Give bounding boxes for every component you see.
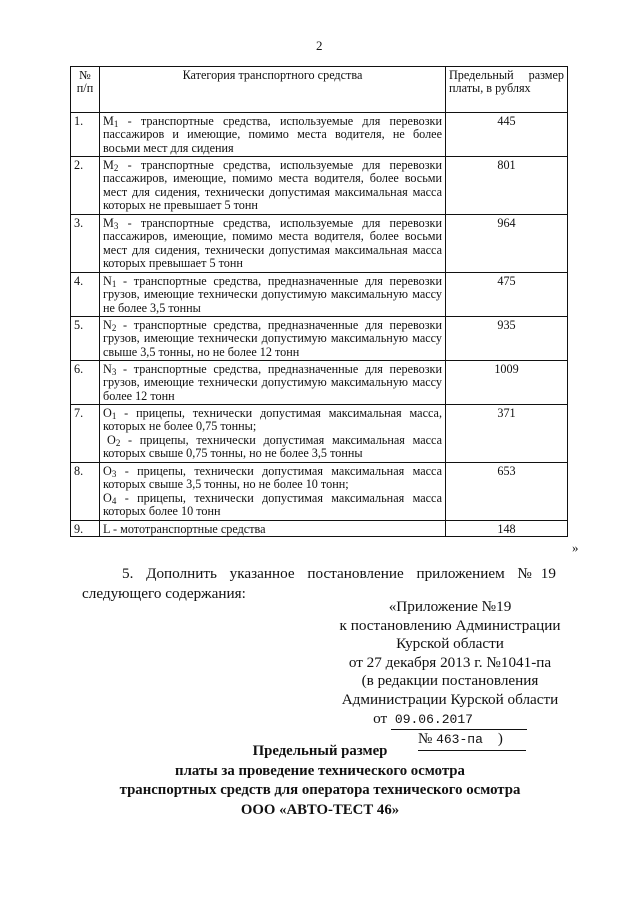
row-category: [100, 405, 446, 463]
table-row: [71, 273, 568, 317]
number-prefix: №: [418, 731, 433, 748]
category-code: O: [103, 490, 112, 505]
row-fee: 475: [446, 273, 568, 317]
category-line: [103, 465, 442, 492]
date-value: 09.06.2017: [391, 711, 527, 731]
category-index: 2: [115, 437, 121, 448]
category-text: - прицепы, технически допустимая максимальная масса которых более 10 тонн: [103, 490, 442, 519]
category-index: 3: [113, 221, 119, 231]
amendment-paragraph: 5. Дополнить указанное постановление приложением №19 следующего содержания:: [82, 565, 556, 602]
category-code: M: [103, 114, 114, 128]
row-category: [100, 521, 446, 537]
row-number: 5.: [71, 317, 100, 361]
category-text: - прицепы, технически допустимая максимальная масса которых свыше 0,75 тонны, но не более 3,5 тонны: [103, 432, 442, 461]
category-code: O: [103, 406, 112, 420]
page-number: 2: [316, 38, 323, 53]
row-category: [100, 157, 446, 215]
category-code: N: [103, 274, 112, 288]
category-index: 1: [111, 279, 117, 289]
appendix-line: Курской области: [396, 635, 504, 653]
category-line: [103, 434, 442, 461]
fee-table: [70, 66, 568, 537]
category-code: O: [107, 432, 116, 447]
category-index: 1: [113, 119, 119, 129]
document-heading: [0, 742, 640, 820]
table-row: [71, 405, 568, 463]
row-fee: 371: [446, 405, 568, 463]
table-row: [71, 361, 568, 405]
row-number: 4.: [71, 273, 100, 317]
heading-line: платы за проведение технического осмотра: [175, 762, 465, 779]
table-row: [71, 463, 568, 521]
row-category: [100, 113, 446, 157]
category-line: [103, 407, 442, 434]
category-index: 2: [113, 163, 119, 173]
header-number: № п/п: [71, 67, 100, 113]
appendix-line: (в редакции постановления: [361, 672, 539, 690]
row-category: [100, 273, 446, 317]
row-category: [100, 361, 446, 405]
row-number: 7.: [71, 405, 100, 463]
heading-line: Предельный размер: [252, 743, 388, 759]
category-code: O: [103, 464, 112, 478]
appendix-date-line: [320, 710, 580, 731]
table-row: [71, 521, 568, 537]
row-fee: 964: [446, 215, 568, 273]
category-text: - транспортные средства, предназначенные для перевозки грузов, имеющие технически допустимую максимальную массу более 12 тонн: [103, 362, 442, 403]
header-fee: Предельный размер платы, в рублях: [446, 67, 568, 113]
heading-line: транспортных средств для оператора технического осмотра: [119, 782, 521, 798]
category-index: 2: [111, 323, 117, 333]
category-line: [103, 492, 442, 519]
heading-line: ООО «АВТО-ТЕСТ 46»: [240, 801, 400, 818]
category-text: - транспортные средства, используемые для перевозки пассажиров, имеющие, помимо места водителя, более восьми мест для сидения, технически допустимая максимальная масса которых превышает 5 тонн: [103, 216, 442, 271]
row-category: [100, 317, 446, 361]
category-index: 3: [111, 367, 117, 377]
category-text: - транспортные средства, используемые для перевозки пассажиров, имеющие, помимо места водителя, более восьми мест для сидения, технически допустимая максимальная масса которых не превышает 5 тонн: [103, 158, 442, 213]
number-value: 463-па: [436, 732, 483, 748]
row-fee: 653: [446, 463, 568, 521]
table-row: [71, 317, 568, 361]
category-text: - транспортные средства, предназначенные для перевозки грузов, имеющие технически допустимую максимальную массу не более 3,5 тонны: [103, 274, 442, 315]
category-text: - транспортные средства, предназначенные для перевозки грузов, имеющие технически допустимую максимальную массу свыше 3,5 тонны, но не более 12 тонн: [103, 318, 442, 359]
row-fee: 445: [446, 113, 568, 157]
row-fee: 801: [446, 157, 568, 215]
category-index: 4: [111, 495, 117, 506]
category-index: 3: [111, 469, 117, 479]
category-code: N: [103, 318, 112, 332]
row-category: [100, 215, 446, 273]
row-number: 8.: [71, 463, 100, 521]
appendix-line: Администрации Курской области: [341, 690, 559, 708]
row-fee: 1009: [446, 361, 568, 405]
row-number: 6.: [71, 361, 100, 405]
appendix-block: [320, 598, 580, 751]
row-fee: 148: [446, 521, 568, 537]
appendix-line: от 27 декабря 2013 г. №1041-па: [348, 653, 552, 671]
category-code: M: [103, 216, 114, 230]
closing-quote: »: [572, 540, 579, 555]
row-number: 1.: [71, 113, 100, 157]
appendix-title: «Приложение №19: [388, 598, 512, 615]
row-category: [100, 463, 446, 521]
table-row: [71, 113, 568, 157]
category-text: - прицепы, технически допустимая максимальная масса, которых не более 0,75 тонны;: [103, 406, 442, 434]
category-index: 1: [111, 411, 117, 421]
header-category: Категория транспортного средства: [100, 67, 446, 113]
row-number: 2.: [71, 157, 100, 215]
category-code: L: [103, 522, 110, 536]
row-number: 9.: [71, 521, 100, 537]
row-number: 3.: [71, 215, 100, 273]
table-row: [71, 215, 568, 273]
category-text: - прицепы, технически допустимая максимальная масса которых свыше 3,5 тонны, но не более 10 тонн;: [103, 464, 442, 492]
category-code: M: [103, 158, 114, 172]
date-prefix: от: [373, 709, 388, 727]
appendix-line: к постановлению Администрации: [339, 616, 561, 634]
table-row: [71, 157, 568, 215]
category-text: - мототранспортные средства: [110, 522, 266, 536]
row-fee: 935: [446, 317, 568, 361]
category-code: N: [103, 362, 112, 376]
number-close: ): [497, 731, 503, 748]
category-text: - транспортные средства, используемые для перевозки пассажиров и имеющие, помимо места водителя, не более восьми мест для сидения: [103, 114, 442, 155]
